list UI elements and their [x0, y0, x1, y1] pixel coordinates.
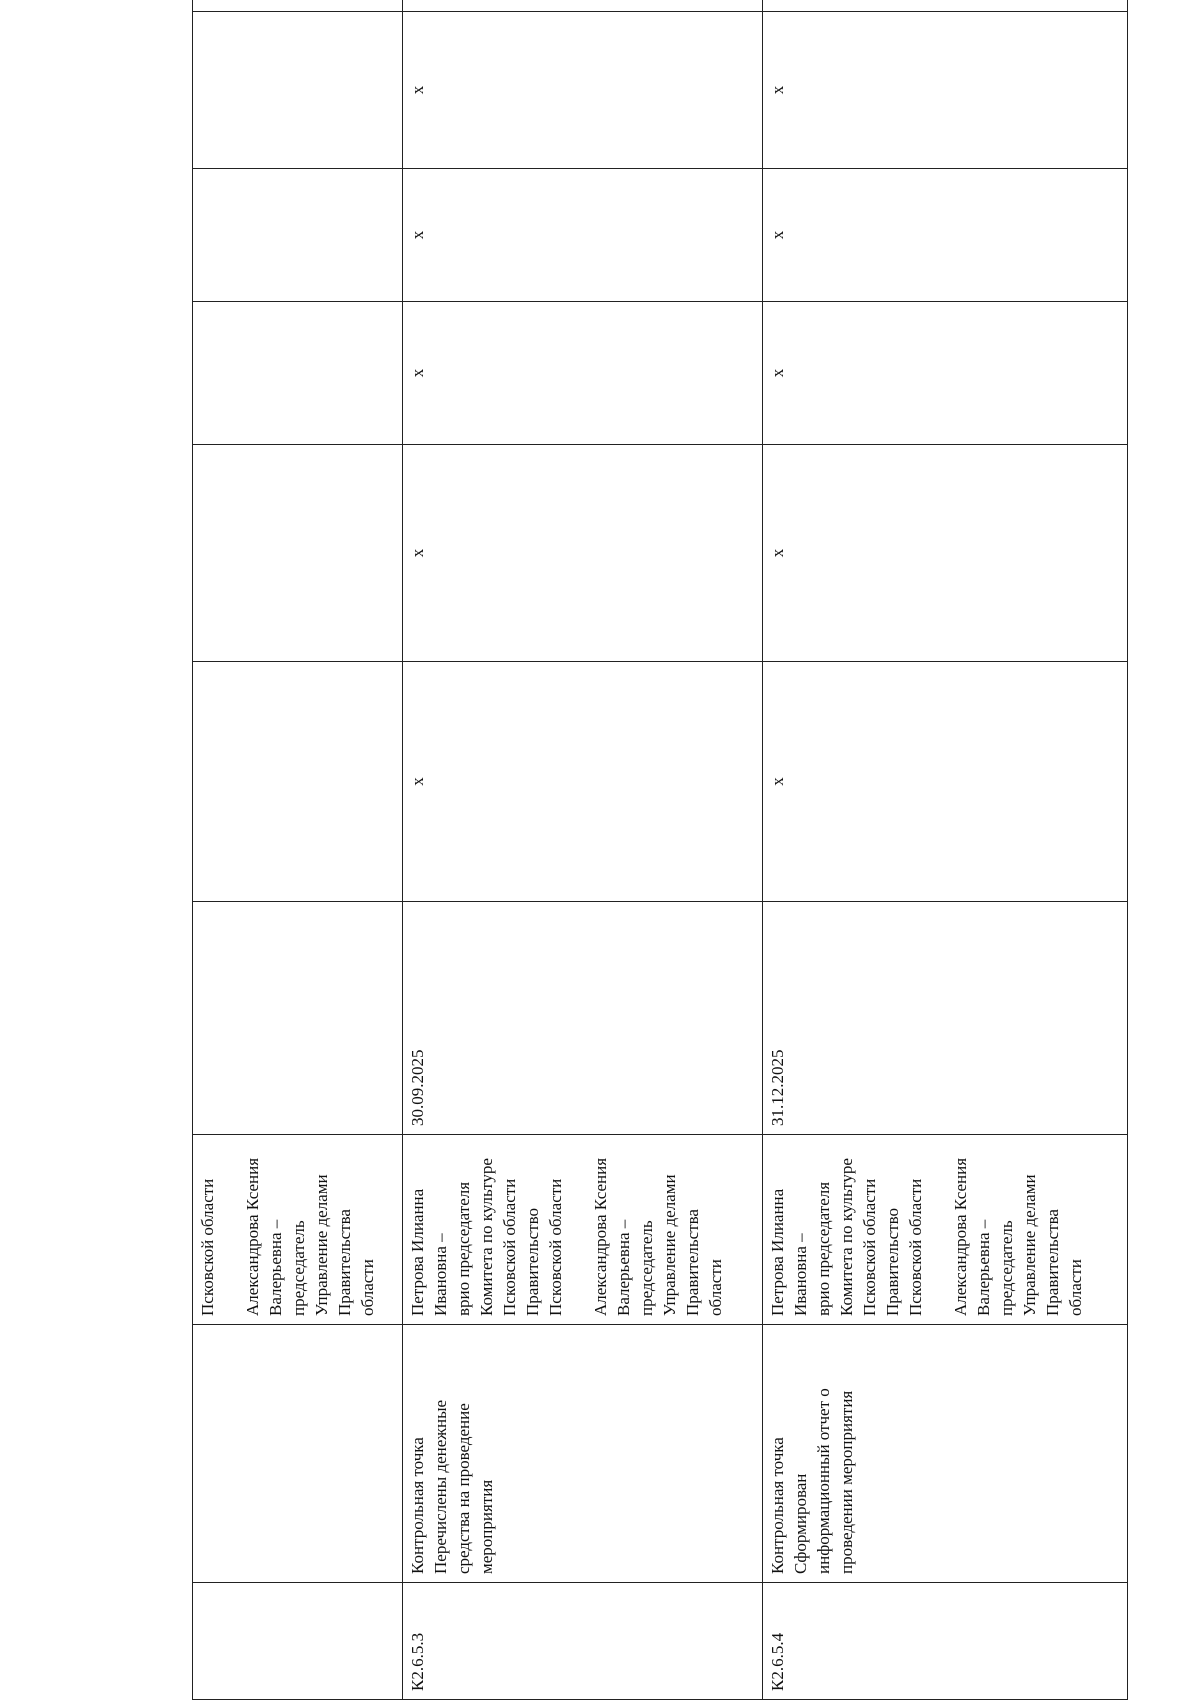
cell-mark: x	[763, 662, 1128, 902]
cell-mark	[193, 169, 403, 302]
rotated-table-wrapper	[192, 50, 1127, 1700]
responsible-line: Псковской области	[906, 1178, 925, 1316]
responsible-line: Александрова Ксения	[243, 1157, 262, 1316]
cell-mark: x	[763, 445, 1128, 662]
responsible-line: Правительство	[523, 1207, 542, 1316]
cell-id	[193, 1583, 403, 1700]
cell-mark: x	[403, 662, 763, 902]
responsible-line: врио председателя	[454, 1181, 473, 1316]
name-line: средства на проведение	[454, 1403, 473, 1574]
cell-responsible	[403, 1135, 763, 1325]
responsible-line: Комитета по культуре	[477, 1158, 496, 1316]
responsible-line: области	[706, 1259, 725, 1316]
table-row	[763, 0, 1128, 1700]
responsible-spacer	[567, 1143, 589, 1316]
cell-mark: x	[403, 12, 763, 169]
cell-responsible	[193, 1135, 403, 1325]
responsible-line: Ивановна –	[791, 1233, 810, 1316]
cell-mark	[403, 0, 763, 12]
cell-date: 31.12.2025	[763, 902, 1128, 1135]
cell-name	[403, 1325, 763, 1583]
cell-mark	[763, 0, 1128, 12]
responsible-line: Правительства	[683, 1209, 702, 1316]
name-line: Перечислены денежные	[431, 1399, 450, 1574]
cell-mark	[193, 445, 403, 662]
responsible-spacer	[219, 1143, 241, 1316]
cell-date: 30.09.2025	[403, 902, 763, 1135]
responsible-line: Управление делами	[312, 1174, 331, 1316]
name-line: Контрольная точка	[408, 1437, 427, 1574]
cell-name	[763, 1325, 1128, 1583]
responsible-line: Псковской области	[860, 1178, 879, 1316]
cell-mark	[193, 302, 403, 445]
responsible-line: председатель	[289, 1220, 308, 1316]
cell-id: К2.6.5.4	[763, 1583, 1128, 1700]
responsible-line: Валерьевна –	[974, 1219, 993, 1316]
responsible-line: Александрова Ксения	[591, 1157, 610, 1316]
responsible-line: Правительства	[335, 1209, 354, 1316]
responsible-line: Управление делами	[660, 1174, 679, 1316]
table-row-continuation	[193, 0, 403, 1700]
responsible-line: председатель	[997, 1220, 1016, 1316]
cell-mark: x	[763, 302, 1128, 445]
cell-mark: x	[763, 169, 1128, 302]
cell-mark: x	[403, 169, 763, 302]
cell-id: К2.6.5.3	[403, 1583, 763, 1700]
table-row	[403, 0, 763, 1700]
cell-mark: x	[403, 445, 763, 662]
responsible-line: Правительство	[883, 1207, 902, 1316]
name-line: Контрольная точка	[768, 1437, 787, 1574]
responsible-line: Правительства	[1043, 1209, 1062, 1316]
responsible-line: области	[358, 1259, 377, 1316]
responsible-line: Валерьевна –	[614, 1219, 633, 1316]
responsible-line: Комитета по культуре	[837, 1158, 856, 1316]
responsible-line: Псковской области	[198, 1178, 217, 1316]
responsible-line: Управление делами	[1020, 1174, 1039, 1316]
cell-name	[193, 1325, 403, 1583]
responsible-line: Ивановна –	[431, 1233, 450, 1316]
responsible-line: председатель	[637, 1220, 656, 1316]
responsible-line: Александрова Ксения	[951, 1157, 970, 1316]
responsible-line: Валерьевна –	[266, 1219, 285, 1316]
cell-mark: x	[403, 302, 763, 445]
name-line: Сформирован	[791, 1473, 810, 1574]
cell-mark	[193, 662, 403, 902]
name-line: мероприятия	[477, 1479, 496, 1574]
responsible-line: Псковской области	[546, 1178, 565, 1316]
cell-date	[193, 902, 403, 1135]
cell-mark	[193, 0, 403, 12]
responsible-line: врио председателя	[814, 1181, 833, 1316]
plan-table	[192, 0, 1128, 1700]
name-line: проведении мероприятия	[837, 1390, 856, 1574]
responsible-line: Псковской области	[500, 1178, 519, 1316]
cell-mark: x	[763, 12, 1128, 169]
responsible-line: Петрова Илианна	[768, 1188, 787, 1316]
cell-responsible	[763, 1135, 1128, 1325]
responsible-spacer	[927, 1143, 949, 1316]
responsible-line: Петрова Илианна	[408, 1188, 427, 1316]
name-line: информационный отчет о	[814, 1388, 833, 1574]
responsible-line: области	[1066, 1259, 1085, 1316]
cell-mark	[193, 12, 403, 169]
